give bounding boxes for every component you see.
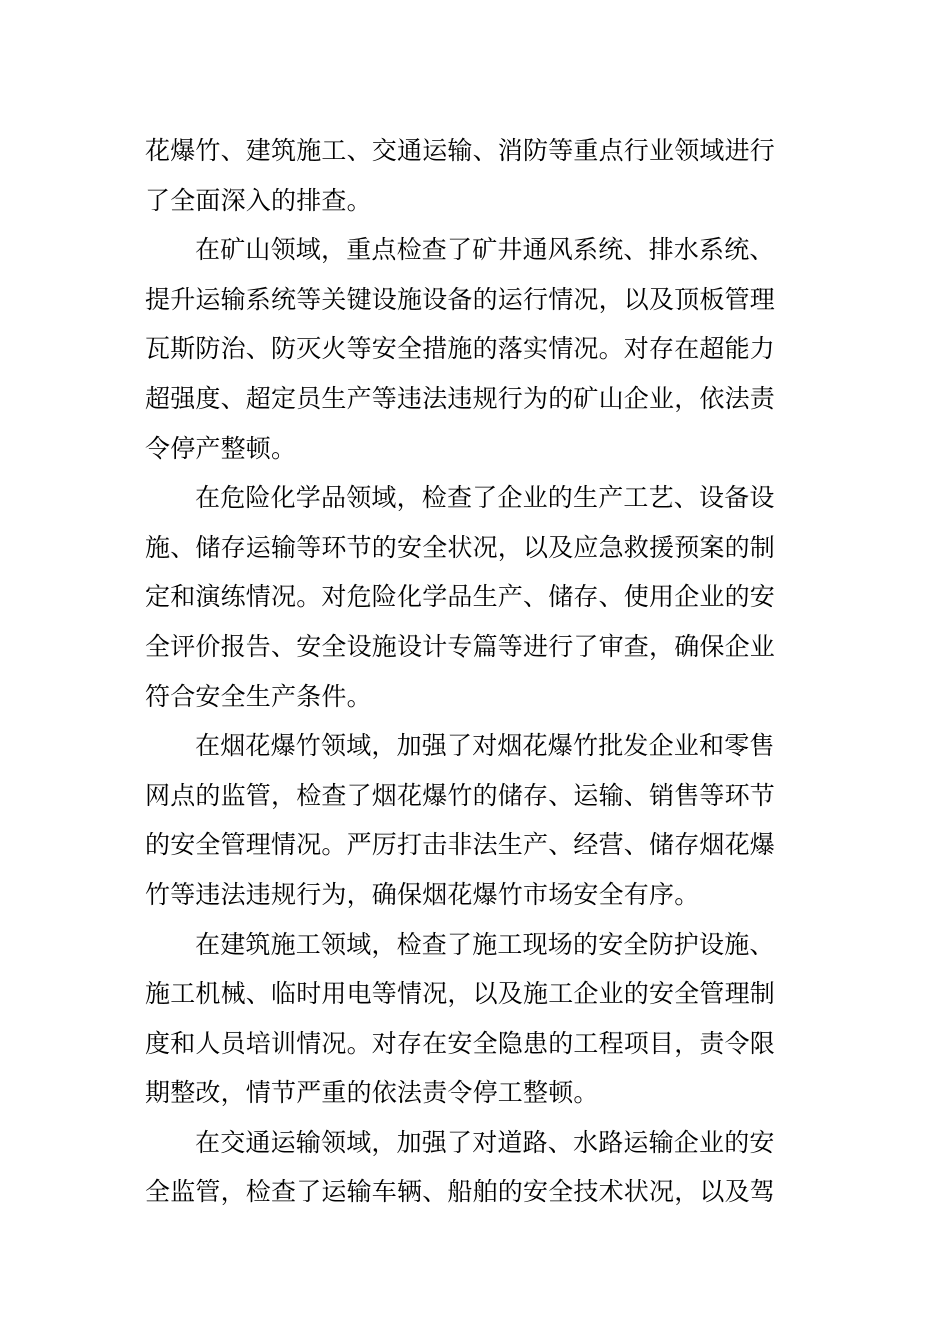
text-line: 瓦斯防治、防灭火等安全措施的落实情况。对存在超能力 — [145, 334, 776, 364]
text-line: 提升运输系统等关键设施设备的运行情况，以及顶板管理 — [145, 284, 776, 314]
text-line: 令停产整顿。 — [145, 433, 297, 463]
text-line: 施、储存运输等环节的安全状况，以及应急救援预案的制 — [145, 532, 776, 562]
text-line: 期整改，情节严重的依法责令停工整顿。 — [145, 1078, 599, 1108]
text-line: 度和人员培训情况。对存在安全隐患的工程项目，责令限 — [145, 1028, 776, 1058]
text-line: 竹等违法违规行为，确保烟花爆竹市场安全有序。 — [145, 879, 700, 909]
paragraph-construction-line: 在建筑施工领域，检查了施工现场的安全防护设施、 — [195, 929, 775, 959]
text-line: 全监管，检查了运输车辆、船舶的安全技术状况，以及驾 — [145, 1177, 776, 1207]
text-line: 花爆竹、建筑施工、交通运输、消防等重点行业领域进行 — [145, 136, 776, 165]
text-line: 全评价报告、安全设施设计专篇等进行了审查，确保企业 — [145, 631, 776, 661]
text-line: 网点的监管，检查了烟花爆竹的储存、运输、销售等环节 — [145, 780, 776, 810]
text-line: 超强度、超定员生产等违法违规行为的矿山企业，依法责 — [145, 383, 776, 413]
paragraph-hazardous-chemicals-line: 在危险化学品领域，检查了企业的生产工艺、设备设 — [195, 483, 775, 513]
text-line: 定和演练情况。对危险化学品生产、储存、使用企业的安 — [145, 582, 776, 612]
document-body — [145, 126, 807, 1217]
text-line: 的安全管理情况。严厉打击非法生产、经营、储存烟花爆 — [145, 830, 776, 860]
text-line: 施工机械、临时用电等情况，以及施工企业的安全管理制 — [145, 979, 776, 1009]
text-line: 了全面深入的排查。 — [145, 185, 372, 215]
paragraph-fireworks-line: 在烟花爆竹领域，加强了对烟花爆竹批发企业和零售 — [195, 731, 775, 761]
text-line: 符合安全生产条件。 — [145, 681, 372, 711]
paragraph-mining-line: 在矿山领域，重点检查了矿井通风系统、排水系统、 — [195, 235, 775, 265]
paragraph-transport-line: 在交通运输领域，加强了对道路、水路运输企业的安 — [195, 1127, 775, 1157]
